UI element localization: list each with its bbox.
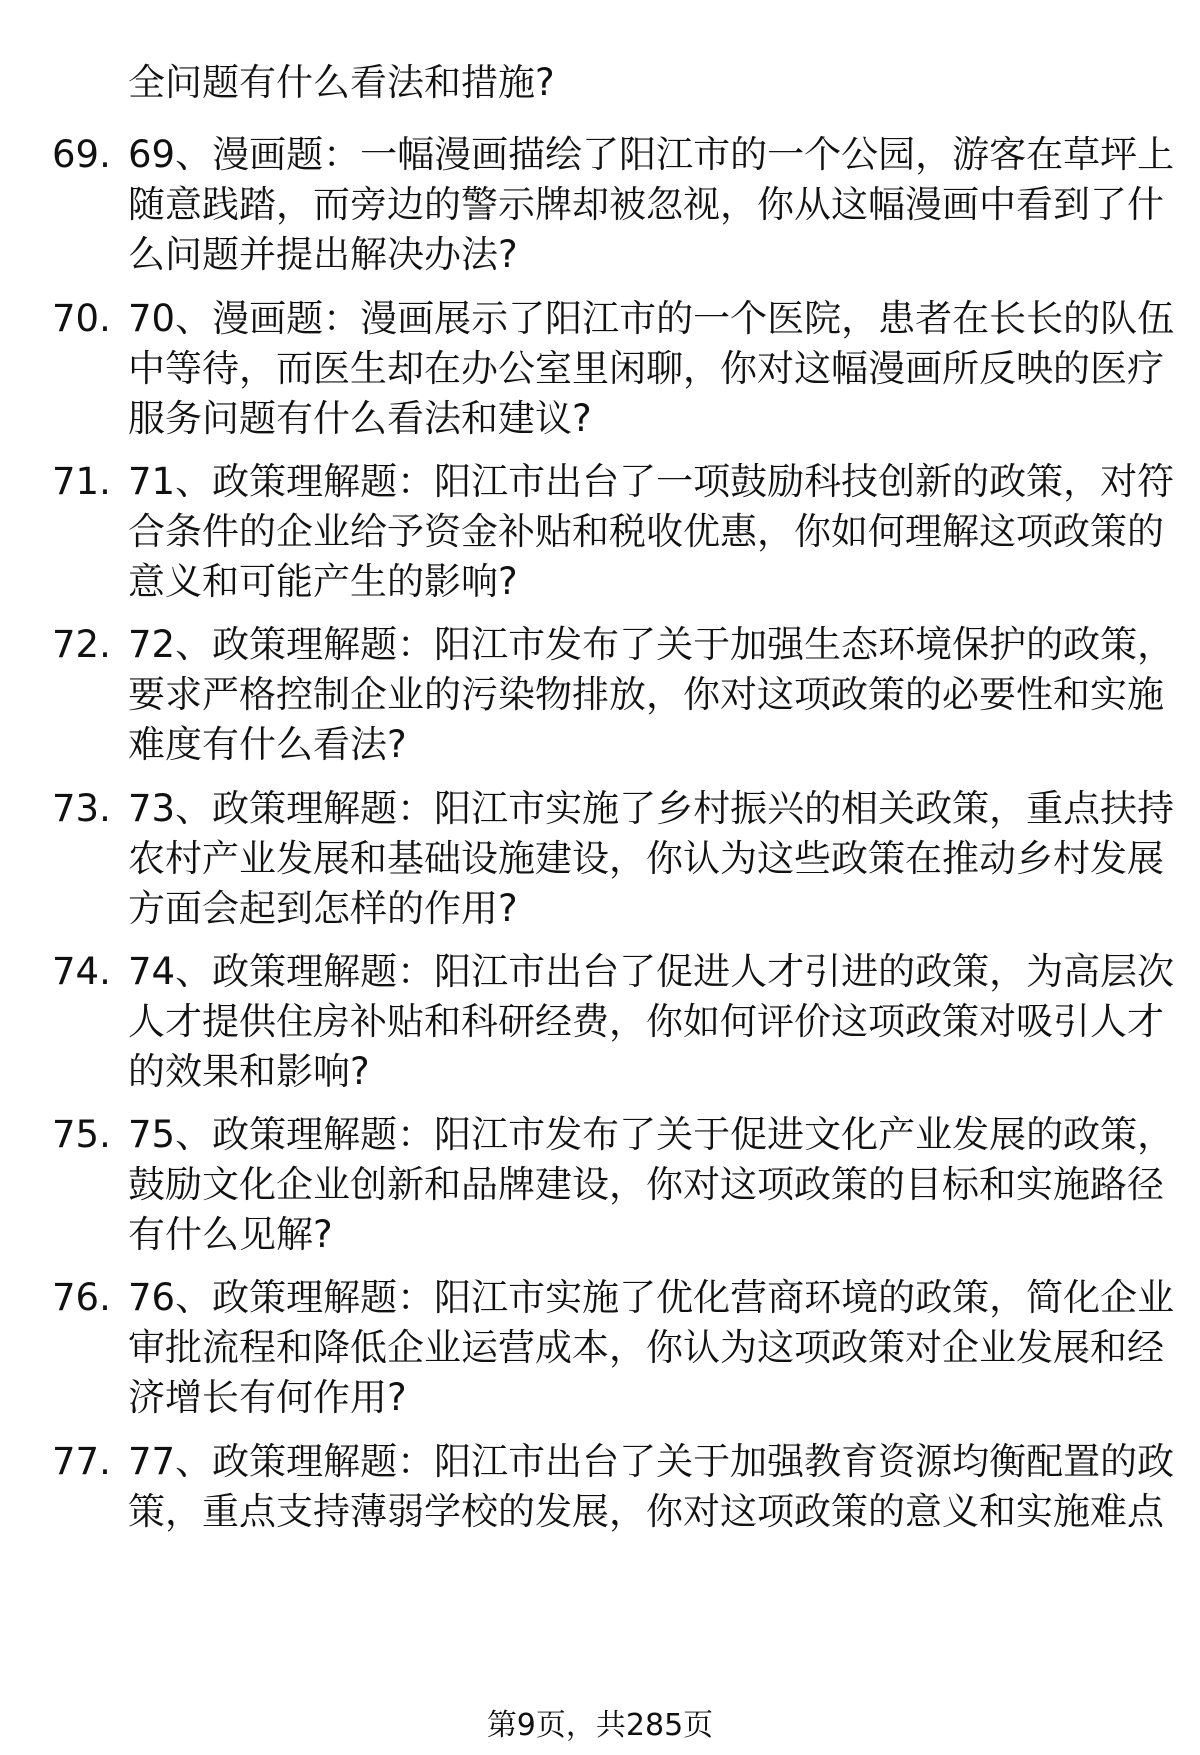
question-text	[128, 947, 1175, 1097]
question-line: 有什么见解?	[128, 1213, 333, 1256]
question-number: 71.	[52, 460, 111, 503]
question-number: 74.	[52, 950, 111, 993]
question-text	[128, 457, 1175, 607]
question-line: 要求严格控制企业的污染物排放，你对这项政策的必要性和实施	[128, 673, 1164, 716]
question-line: 人才提供住房补贴和科研经费，你如何评价这项政策对吸引人才	[128, 1000, 1164, 1043]
question-line: 69、漫画题：一幅漫画描绘了阳江市的一个公园，游客在草坪上	[128, 133, 1175, 176]
question-line: 方面会起到怎样的作用?	[128, 887, 518, 930]
question-line: 73、政策理解题：阳江市实施了乡村振兴的相关政策，重点扶持	[128, 787, 1175, 830]
question-line: 么问题并提出解决办法?	[128, 233, 518, 276]
question-line: 策，重点支持薄弱学校的发展，你对这项政策的意义和实施难点	[128, 1490, 1164, 1533]
question-text	[128, 1273, 1175, 1423]
question-line: 合条件的企业给予资金补贴和税收优惠，你如何理解这项政策的	[128, 510, 1164, 553]
question-line: 鼓励文化企业创新和品牌建设，你对这项政策的目标和实施路径	[128, 1163, 1164, 1206]
question-line: 77、政策理解题：阳江市出台了关于加强教育资源均衡配置的政	[128, 1440, 1175, 1483]
question-line: 70、漫画题：漫画展示了阳江市的一个医院，患者在长长的队伍	[128, 297, 1175, 340]
question-line: 71、政策理解题：阳江市出台了一项鼓励科技创新的政策，对符	[128, 460, 1175, 503]
continuation-text: 全问题有什么看法和措施?	[128, 61, 555, 104]
question-line: 75、政策理解题：阳江市发布了关于促进文化产业发展的政策，	[128, 1113, 1175, 1156]
question-number: 69.	[52, 133, 111, 176]
question-text	[128, 130, 1175, 280]
question-text	[128, 1437, 1175, 1537]
question-line: 72、政策理解题：阳江市发布了关于加强生态环境保护的政策，	[128, 623, 1175, 666]
question-line: 的效果和影响?	[128, 1050, 370, 1093]
question-number: 73.	[52, 787, 111, 830]
question-text	[128, 784, 1175, 934]
question-line: 76、政策理解题：阳江市实施了优化营商环境的政策，简化企业	[128, 1276, 1175, 1319]
question-line: 随意践踏，而旁边的警示牌却被忽视，你从这幅漫画中看到了什	[128, 183, 1164, 226]
question-number: 75.	[52, 1113, 111, 1156]
page-number-footer: 第9页，共285页	[486, 1708, 714, 1743]
question-text	[128, 1110, 1175, 1260]
question-line: 农村产业发展和基础设施建设，你认为这些政策在推动乡村发展	[128, 837, 1164, 880]
question-number: 72.	[52, 623, 111, 666]
question-line: 济增长有何作用?	[128, 1376, 407, 1419]
question-line: 中等待，而医生却在办公室里闲聊，你对这幅漫画所反映的医疗	[128, 347, 1164, 390]
question-number: 76.	[52, 1276, 111, 1319]
question-line: 服务问题有什么看法和建议?	[128, 397, 592, 440]
question-text	[128, 294, 1175, 444]
question-line: 审批流程和降低企业运营成本，你认为这项政策对企业发展和经	[128, 1326, 1164, 1369]
question-text	[128, 620, 1175, 770]
question-line: 74、政策理解题：阳江市出台了促进人才引进的政策，为高层次	[128, 950, 1175, 993]
question-number: 70.	[52, 297, 111, 340]
question-number: 77.	[52, 1440, 111, 1483]
question-line: 意义和可能产生的影响?	[128, 560, 518, 603]
question-line: 难度有什么看法?	[128, 723, 407, 766]
